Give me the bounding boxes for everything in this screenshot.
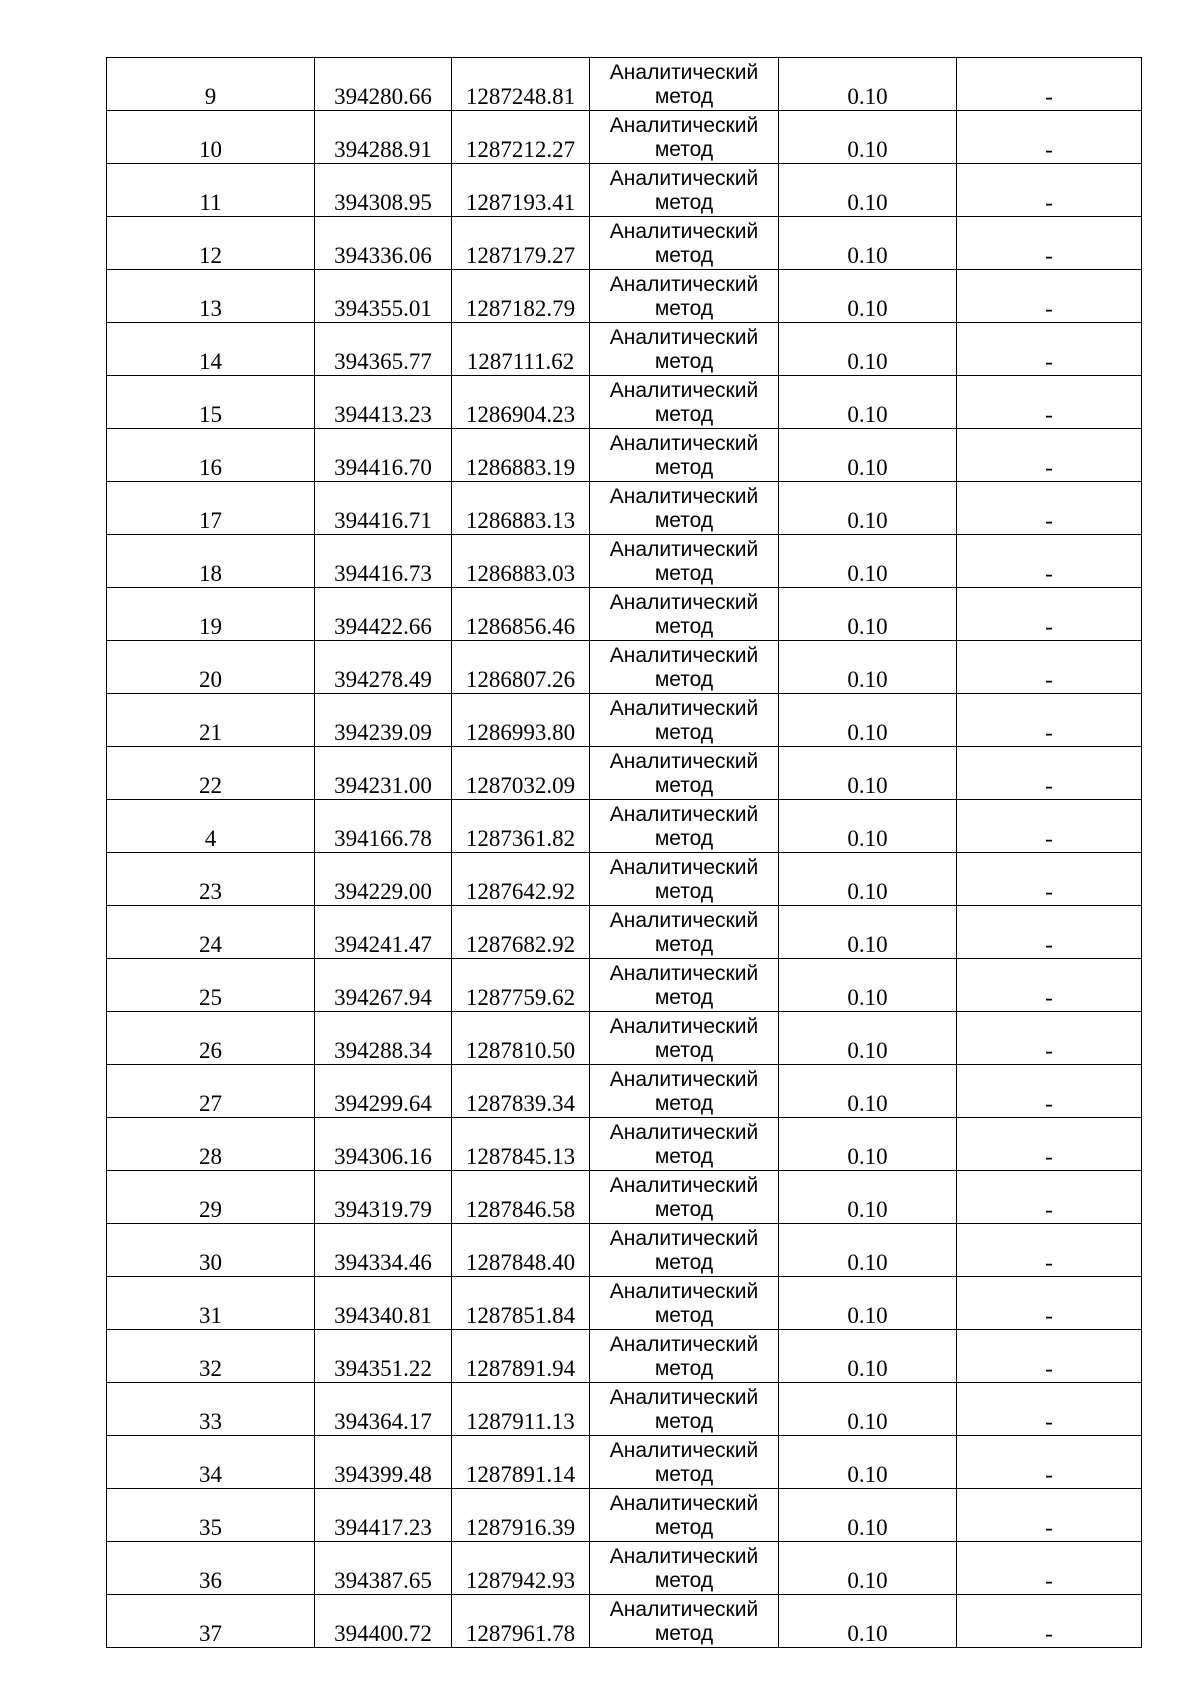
- y-coordinate-cell: 1287839.34: [452, 1065, 590, 1118]
- accuracy-cell: 0.10: [779, 535, 957, 588]
- method-line1: Аналитический: [609, 1015, 759, 1038]
- coordinates-table: [106, 57, 1142, 1648]
- method-cell: [590, 906, 779, 959]
- y-coordinate-cell: 1287891.94: [452, 1330, 590, 1383]
- x-coordinate-cell: 394351.22: [315, 1330, 452, 1383]
- table-row: [107, 694, 1142, 747]
- y-coordinate-cell: 1287942.93: [452, 1542, 590, 1595]
- table-row: [107, 1224, 1142, 1277]
- method-line2: метод: [654, 1463, 714, 1486]
- method-cell: [590, 1171, 779, 1224]
- note-cell: -: [957, 1171, 1142, 1224]
- y-coordinate-cell: 1286807.26: [452, 641, 590, 694]
- method-line1: Аналитический: [609, 61, 759, 84]
- method-line2: метод: [654, 1145, 714, 1168]
- method-line2: метод: [654, 1569, 714, 1592]
- point-number-cell: 14: [107, 323, 315, 376]
- accuracy-cell: 0.10: [779, 323, 957, 376]
- note-cell: -: [957, 1118, 1142, 1171]
- method-cell: [590, 1277, 779, 1330]
- table-row: [107, 747, 1142, 800]
- accuracy-cell: 0.10: [779, 1436, 957, 1489]
- point-number-cell: 16: [107, 429, 315, 482]
- note-cell: -: [957, 482, 1142, 535]
- x-coordinate-cell: 394387.65: [315, 1542, 452, 1595]
- point-number-cell: 26: [107, 1012, 315, 1065]
- x-coordinate-cell: 394413.23: [315, 376, 452, 429]
- accuracy-cell: 0.10: [779, 1012, 957, 1065]
- note-cell: -: [957, 1277, 1142, 1330]
- accuracy-cell: 0.10: [779, 800, 957, 853]
- x-coordinate-cell: 394400.72: [315, 1595, 452, 1648]
- method-cell: [590, 164, 779, 217]
- table-row: [107, 1542, 1142, 1595]
- note-cell: -: [957, 429, 1142, 482]
- method-line2: метод: [654, 1251, 714, 1274]
- accuracy-cell: 0.10: [779, 641, 957, 694]
- method-cell: [590, 853, 779, 906]
- accuracy-cell: 0.10: [779, 1171, 957, 1224]
- method-cell: [590, 270, 779, 323]
- method-line2: метод: [654, 509, 714, 532]
- y-coordinate-cell: 1287032.09: [452, 747, 590, 800]
- y-coordinate-cell: 1286883.13: [452, 482, 590, 535]
- method-line1: Аналитический: [609, 856, 759, 879]
- method-line1: Аналитический: [609, 1492, 759, 1515]
- method-cell: [590, 376, 779, 429]
- accuracy-cell: 0.10: [779, 853, 957, 906]
- y-coordinate-cell: 1287682.92: [452, 906, 590, 959]
- table-row: [107, 111, 1142, 164]
- note-cell: -: [957, 1224, 1142, 1277]
- method-line1: Аналитический: [609, 167, 759, 190]
- note-cell: -: [957, 58, 1142, 111]
- method-line2: метод: [654, 774, 714, 797]
- method-line2: метод: [654, 85, 714, 108]
- y-coordinate-cell: 1287916.39: [452, 1489, 590, 1542]
- accuracy-cell: 0.10: [779, 1595, 957, 1648]
- method-cell: [590, 1118, 779, 1171]
- method-line2: метод: [654, 403, 714, 426]
- note-cell: -: [957, 1542, 1142, 1595]
- y-coordinate-cell: 1287961.78: [452, 1595, 590, 1648]
- method-cell: [590, 1012, 779, 1065]
- point-number-cell: 33: [107, 1383, 315, 1436]
- method-cell: [590, 800, 779, 853]
- table-row: [107, 1595, 1142, 1648]
- method-cell: [590, 1383, 779, 1436]
- method-line1: Аналитический: [609, 1121, 759, 1144]
- method-cell: [590, 1330, 779, 1383]
- method-cell: [590, 588, 779, 641]
- point-number-cell: 10: [107, 111, 315, 164]
- method-line1: Аналитический: [609, 220, 759, 243]
- method-line2: метод: [654, 933, 714, 956]
- accuracy-cell: 0.10: [779, 164, 957, 217]
- method-line2: метод: [654, 668, 714, 691]
- note-cell: -: [957, 1330, 1142, 1383]
- note-cell: -: [957, 1489, 1142, 1542]
- table-row: [107, 1171, 1142, 1224]
- note-cell: -: [957, 1012, 1142, 1065]
- y-coordinate-cell: 1287759.62: [452, 959, 590, 1012]
- table-row: [107, 1489, 1142, 1542]
- point-number-cell: 21: [107, 694, 315, 747]
- table-row: [107, 376, 1142, 429]
- point-number-cell: 37: [107, 1595, 315, 1648]
- y-coordinate-cell: 1287111.62: [452, 323, 590, 376]
- method-line2: метод: [654, 562, 714, 585]
- x-coordinate-cell: 394364.17: [315, 1383, 452, 1436]
- x-coordinate-cell: 394166.78: [315, 800, 452, 853]
- x-coordinate-cell: 394416.71: [315, 482, 452, 535]
- table-row: [107, 959, 1142, 1012]
- method-line1: Аналитический: [609, 909, 759, 932]
- accuracy-cell: 0.10: [779, 959, 957, 1012]
- method-line2: метод: [654, 827, 714, 850]
- method-line2: метод: [654, 1516, 714, 1539]
- method-line2: метод: [654, 1092, 714, 1115]
- method-line1: Аналитический: [609, 1174, 759, 1197]
- point-number-cell: 12: [107, 217, 315, 270]
- x-coordinate-cell: 394334.46: [315, 1224, 452, 1277]
- x-coordinate-cell: 394417.23: [315, 1489, 452, 1542]
- method-cell: [590, 217, 779, 270]
- table-row: [107, 217, 1142, 270]
- x-coordinate-cell: 394241.47: [315, 906, 452, 959]
- x-coordinate-cell: 394288.91: [315, 111, 452, 164]
- method-line1: Аналитический: [609, 1545, 759, 1568]
- note-cell: -: [957, 694, 1142, 747]
- y-coordinate-cell: 1286883.19: [452, 429, 590, 482]
- table-row: [107, 1012, 1142, 1065]
- note-cell: -: [957, 1436, 1142, 1489]
- method-line1: Аналитический: [609, 644, 759, 667]
- method-cell: [590, 429, 779, 482]
- point-number-cell: 19: [107, 588, 315, 641]
- x-coordinate-cell: 394416.73: [315, 535, 452, 588]
- table-row: [107, 323, 1142, 376]
- point-number-cell: 20: [107, 641, 315, 694]
- method-line2: метод: [654, 1039, 714, 1062]
- method-line2: метод: [654, 1304, 714, 1327]
- y-coordinate-cell: 1287248.81: [452, 58, 590, 111]
- accuracy-cell: 0.10: [779, 270, 957, 323]
- note-cell: -: [957, 747, 1142, 800]
- note-cell: -: [957, 376, 1142, 429]
- point-number-cell: 29: [107, 1171, 315, 1224]
- method-line1: Аналитический: [609, 591, 759, 614]
- point-number-cell: 35: [107, 1489, 315, 1542]
- method-cell: [590, 694, 779, 747]
- y-coordinate-cell: 1286883.03: [452, 535, 590, 588]
- method-cell: [590, 111, 779, 164]
- point-number-cell: 28: [107, 1118, 315, 1171]
- method-line1: Аналитический: [609, 1333, 759, 1356]
- method-line2: метод: [654, 191, 714, 214]
- accuracy-cell: 0.10: [779, 482, 957, 535]
- method-cell: [590, 535, 779, 588]
- method-line1: Аналитический: [609, 1439, 759, 1462]
- note-cell: -: [957, 800, 1142, 853]
- table-row: [107, 1383, 1142, 1436]
- table-row: [107, 1065, 1142, 1118]
- accuracy-cell: 0.10: [779, 1065, 957, 1118]
- method-line1: Аналитический: [609, 1280, 759, 1303]
- x-coordinate-cell: 394239.09: [315, 694, 452, 747]
- method-line2: метод: [654, 986, 714, 1009]
- table-row: [107, 588, 1142, 641]
- x-coordinate-cell: 394288.34: [315, 1012, 452, 1065]
- table-row: [107, 1118, 1142, 1171]
- method-cell: [590, 747, 779, 800]
- y-coordinate-cell: 1286856.46: [452, 588, 590, 641]
- method-line2: метод: [654, 615, 714, 638]
- method-line1: Аналитический: [609, 432, 759, 455]
- x-coordinate-cell: 394231.00: [315, 747, 452, 800]
- method-cell: [590, 1595, 779, 1648]
- table-row: [107, 1277, 1142, 1330]
- note-cell: -: [957, 1383, 1142, 1436]
- y-coordinate-cell: 1287193.41: [452, 164, 590, 217]
- method-line2: метод: [654, 138, 714, 161]
- y-coordinate-cell: 1287642.92: [452, 853, 590, 906]
- x-coordinate-cell: 394336.06: [315, 217, 452, 270]
- method-line2: метод: [654, 721, 714, 744]
- point-number-cell: 34: [107, 1436, 315, 1489]
- y-coordinate-cell: 1287845.13: [452, 1118, 590, 1171]
- y-coordinate-cell: 1287361.82: [452, 800, 590, 853]
- x-coordinate-cell: 394422.66: [315, 588, 452, 641]
- method-cell: [590, 641, 779, 694]
- point-number-cell: 25: [107, 959, 315, 1012]
- x-coordinate-cell: 394306.16: [315, 1118, 452, 1171]
- method-cell: [590, 1489, 779, 1542]
- x-coordinate-cell: 394280.66: [315, 58, 452, 111]
- note-cell: -: [957, 111, 1142, 164]
- x-coordinate-cell: 394229.00: [315, 853, 452, 906]
- method-line1: Аналитический: [609, 1227, 759, 1250]
- method-cell: [590, 482, 779, 535]
- table-row: [107, 164, 1142, 217]
- method-cell: [590, 959, 779, 1012]
- x-coordinate-cell: 394299.64: [315, 1065, 452, 1118]
- method-cell: [590, 1436, 779, 1489]
- note-cell: -: [957, 164, 1142, 217]
- x-coordinate-cell: 394399.48: [315, 1436, 452, 1489]
- accuracy-cell: 0.10: [779, 1277, 957, 1330]
- x-coordinate-cell: 394319.79: [315, 1171, 452, 1224]
- method-line1: Аналитический: [609, 697, 759, 720]
- accuracy-cell: 0.10: [779, 217, 957, 270]
- accuracy-cell: 0.10: [779, 1542, 957, 1595]
- table-body: [107, 58, 1142, 1648]
- y-coordinate-cell: 1287848.40: [452, 1224, 590, 1277]
- accuracy-cell: 0.10: [779, 694, 957, 747]
- table-row: [107, 482, 1142, 535]
- method-line1: Аналитический: [609, 1068, 759, 1091]
- point-number-cell: 22: [107, 747, 315, 800]
- accuracy-cell: 0.10: [779, 588, 957, 641]
- point-number-cell: 13: [107, 270, 315, 323]
- table-row: [107, 906, 1142, 959]
- point-number-cell: 11: [107, 164, 315, 217]
- method-line2: метод: [654, 1622, 714, 1645]
- note-cell: -: [957, 323, 1142, 376]
- method-line2: метод: [654, 1357, 714, 1380]
- note-cell: -: [957, 217, 1142, 270]
- accuracy-cell: 0.10: [779, 111, 957, 164]
- method-cell: [590, 1224, 779, 1277]
- x-coordinate-cell: 394365.77: [315, 323, 452, 376]
- y-coordinate-cell: 1287891.14: [452, 1436, 590, 1489]
- table-row: [107, 641, 1142, 694]
- table-row: [107, 1436, 1142, 1489]
- method-line2: метод: [654, 880, 714, 903]
- method-cell: [590, 1065, 779, 1118]
- method-line1: Аналитический: [609, 803, 759, 826]
- x-coordinate-cell: 394340.81: [315, 1277, 452, 1330]
- x-coordinate-cell: 394267.94: [315, 959, 452, 1012]
- method-cell: [590, 1542, 779, 1595]
- method-line1: Аналитический: [609, 538, 759, 561]
- method-line2: метод: [654, 456, 714, 479]
- method-line1: Аналитический: [609, 962, 759, 985]
- note-cell: -: [957, 641, 1142, 694]
- accuracy-cell: 0.10: [779, 1330, 957, 1383]
- note-cell: -: [957, 1595, 1142, 1648]
- method-line2: метод: [654, 350, 714, 373]
- y-coordinate-cell: 1287810.50: [452, 1012, 590, 1065]
- table-row: [107, 58, 1142, 111]
- note-cell: -: [957, 853, 1142, 906]
- y-coordinate-cell: 1286993.80: [452, 694, 590, 747]
- point-number-cell: 17: [107, 482, 315, 535]
- y-coordinate-cell: 1287179.27: [452, 217, 590, 270]
- table-row: [107, 429, 1142, 482]
- accuracy-cell: 0.10: [779, 1489, 957, 1542]
- method-line1: Аналитический: [609, 750, 759, 773]
- accuracy-cell: 0.10: [779, 1383, 957, 1436]
- table-row: [107, 853, 1142, 906]
- y-coordinate-cell: 1287182.79: [452, 270, 590, 323]
- method-cell: [590, 58, 779, 111]
- note-cell: -: [957, 270, 1142, 323]
- method-line2: метод: [654, 297, 714, 320]
- method-line2: метод: [654, 1410, 714, 1433]
- point-number-cell: 9: [107, 58, 315, 111]
- method-line1: Аналитический: [609, 1386, 759, 1409]
- y-coordinate-cell: 1287911.13: [452, 1383, 590, 1436]
- point-number-cell: 30: [107, 1224, 315, 1277]
- x-coordinate-cell: 394308.95: [315, 164, 452, 217]
- point-number-cell: 23: [107, 853, 315, 906]
- x-coordinate-cell: 394278.49: [315, 641, 452, 694]
- method-line1: Аналитический: [609, 273, 759, 296]
- x-coordinate-cell: 394416.70: [315, 429, 452, 482]
- method-cell: [590, 323, 779, 376]
- method-line1: Аналитический: [609, 1598, 759, 1621]
- table-row: [107, 270, 1142, 323]
- y-coordinate-cell: 1287846.58: [452, 1171, 590, 1224]
- point-number-cell: 4: [107, 800, 315, 853]
- point-number-cell: 32: [107, 1330, 315, 1383]
- note-cell: -: [957, 588, 1142, 641]
- y-coordinate-cell: 1287212.27: [452, 111, 590, 164]
- accuracy-cell: 0.10: [779, 1118, 957, 1171]
- y-coordinate-cell: 1287851.84: [452, 1277, 590, 1330]
- method-line1: Аналитический: [609, 379, 759, 402]
- point-number-cell: 18: [107, 535, 315, 588]
- note-cell: -: [957, 906, 1142, 959]
- table-row: [107, 1330, 1142, 1383]
- accuracy-cell: 0.10: [779, 58, 957, 111]
- method-line1: Аналитический: [609, 114, 759, 137]
- method-line1: Аналитический: [609, 326, 759, 349]
- point-number-cell: 31: [107, 1277, 315, 1330]
- table-row: [107, 535, 1142, 588]
- method-line2: метод: [654, 1198, 714, 1221]
- table-row: [107, 800, 1142, 853]
- method-line1: Аналитический: [609, 485, 759, 508]
- note-cell: -: [957, 1065, 1142, 1118]
- accuracy-cell: 0.10: [779, 376, 957, 429]
- accuracy-cell: 0.10: [779, 747, 957, 800]
- note-cell: -: [957, 535, 1142, 588]
- point-number-cell: 24: [107, 906, 315, 959]
- method-line2: метод: [654, 244, 714, 267]
- point-number-cell: 36: [107, 1542, 315, 1595]
- x-coordinate-cell: 394355.01: [315, 270, 452, 323]
- accuracy-cell: 0.10: [779, 1224, 957, 1277]
- accuracy-cell: 0.10: [779, 429, 957, 482]
- point-number-cell: 27: [107, 1065, 315, 1118]
- note-cell: -: [957, 959, 1142, 1012]
- y-coordinate-cell: 1286904.23: [452, 376, 590, 429]
- point-number-cell: 15: [107, 376, 315, 429]
- accuracy-cell: 0.10: [779, 906, 957, 959]
